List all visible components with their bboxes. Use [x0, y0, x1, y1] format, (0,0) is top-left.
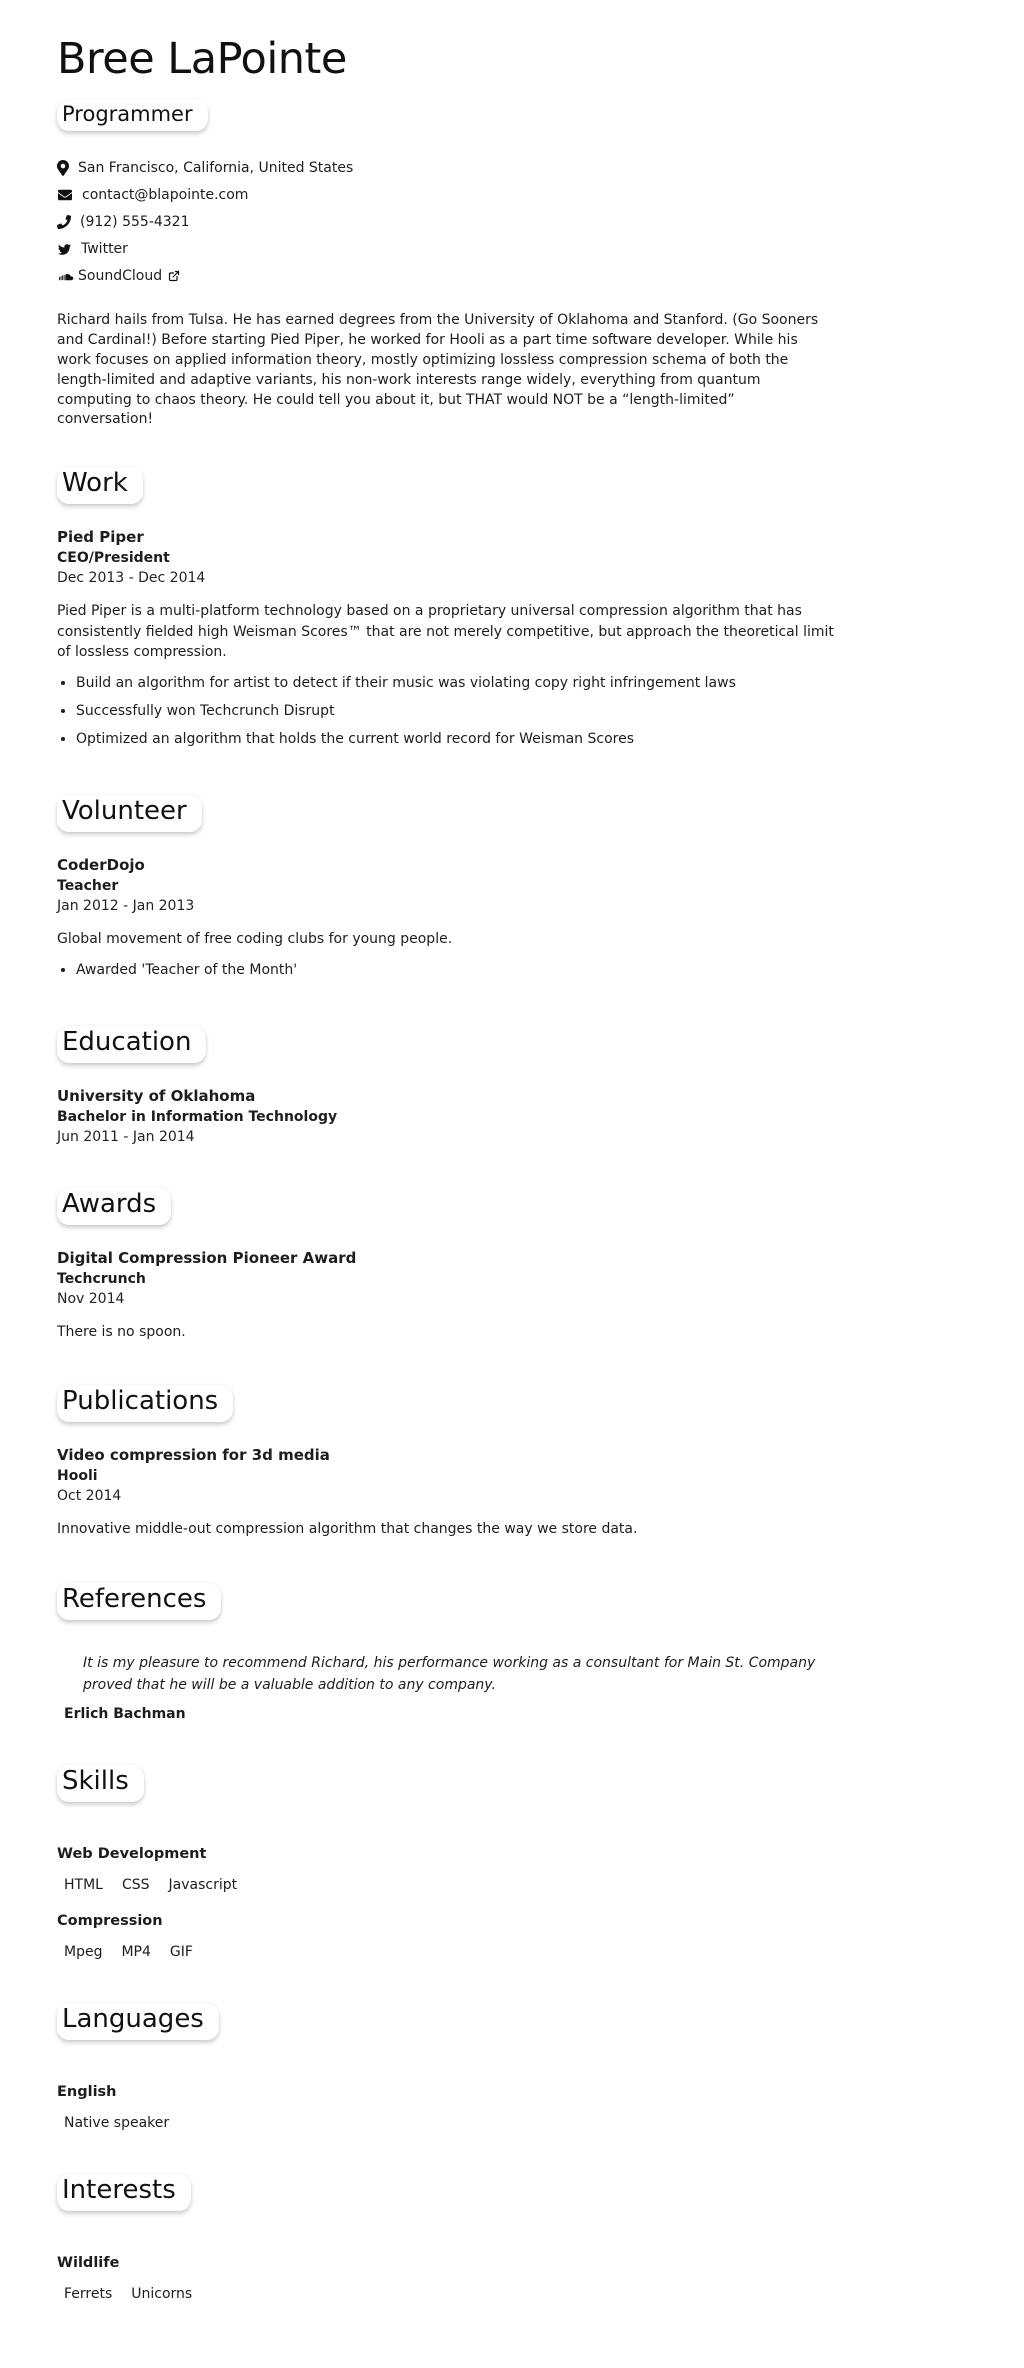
section-heading-volunteer: Volunteer: [57, 795, 202, 832]
section-heading-languages: Languages: [57, 2003, 219, 2040]
interest-name: Wildlife: [57, 2255, 120, 2272]
section-heading-skills: Skills: [57, 1765, 144, 1802]
contact-phone-text: (912) 555-4321: [80, 214, 190, 230]
publication-publisher: Hooli: [57, 1468, 98, 1485]
award-item: [57, 1249, 834, 1342]
skill-keyword: HTML: [64, 1877, 103, 1894]
volunteer-organization: CoderDojo: [57, 855, 145, 874]
skill-keyword: MP4: [121, 1944, 151, 1961]
education-degree: Bachelor in Information Technology: [57, 1109, 338, 1125]
location-pin-icon: [57, 160, 69, 176]
envelope-icon: [57, 188, 73, 202]
twitter-icon: [57, 243, 72, 256]
education-institution: University of Oklahoma: [57, 1087, 256, 1105]
contact-location: [57, 159, 834, 177]
volunteer-summary: Global movement of free coding clubs for young people.: [57, 930, 453, 947]
contact-location-text: San Francisco, California, United States: [78, 160, 354, 176]
page-title: Bree LaPointe: [57, 34, 347, 84]
contact-soundcloud-text: SoundCloud: [78, 268, 163, 284]
section-heading-references: References: [57, 1583, 221, 1620]
reference-name: Erlich Bachman: [64, 1706, 186, 1723]
job-title-badge: Programmer: [57, 100, 208, 131]
work-position: CEO/President: [57, 550, 170, 567]
publication-date: Oct 2014: [57, 1488, 122, 1505]
phone-icon: [57, 215, 71, 229]
publication-title: Video compression for 3d media: [57, 1446, 330, 1465]
soundcloud-icon: [57, 269, 76, 284]
skill-keyword: Mpeg: [64, 1944, 103, 1961]
reference-item: [57, 1652, 834, 1723]
language-name: English: [57, 2084, 117, 2101]
skill-keyword: CSS: [121, 1877, 150, 1894]
section-heading-publications: Publications: [57, 1385, 233, 1422]
education-item: [57, 1087, 834, 1145]
contact-twitter-link[interactable]: [57, 240, 834, 258]
work-dates: Dec 2013 - Dec 2014: [57, 570, 206, 587]
languages-section: [57, 2084, 834, 2131]
contact-soundcloud-link[interactable]: [57, 267, 834, 285]
work-highlights: [57, 674, 834, 749]
skill-group-name: Web Development: [57, 1846, 207, 1863]
volunteer-highlights: [57, 961, 834, 980]
volunteer-dates: Jan 2012 - Jan 2013: [57, 897, 195, 914]
publication-summary: Innovative middle-out compression algorithm that changes the way we store data.: [57, 1521, 638, 1538]
award-date: Nov 2014: [57, 1291, 125, 1307]
skill-keywords: [57, 1877, 834, 1893]
award-awarder: Techcrunch: [57, 1271, 146, 1287]
contact-phone: [57, 213, 834, 231]
publication-item: [57, 1446, 834, 1539]
reference-quote: It is my pleasure to recommend Richard, his performance working as a consultant for Main St. Company proved that he will be a valuable addition to any company.: [83, 1654, 816, 1693]
contact-twitter-text: Twitter: [81, 241, 128, 257]
interest-keywords: [57, 2286, 834, 2302]
skill-keyword: Javascript: [168, 1877, 238, 1894]
section-heading-awards: Awards: [57, 1188, 171, 1225]
skill-keyword: GIF: [169, 1944, 193, 1961]
work-company: Pied Piper: [57, 528, 144, 547]
interests-section: [57, 2255, 834, 2302]
work-summary: Pied Piper is a multi-platform technology based on a proprietary universal compression algorithm that has consistently fielded high Weisman Scores™ that are not merely competitive, but approach the theoretical limit of lossless compression.: [57, 603, 834, 660]
work-item: [57, 528, 834, 749]
volunteer-highlight: • Awarded 'Teacher of the Month': [76, 961, 834, 980]
section-heading-education: Education: [57, 1026, 206, 1063]
education-dates: Jun 2011 - Jan 2014: [57, 1129, 195, 1145]
volunteer-position: Teacher: [57, 877, 119, 894]
work-highlight: • Optimized an algorithm that holds the current world record for Weisman Scores: [76, 730, 834, 749]
language-fluency: Native speaker: [64, 2115, 170, 2132]
contact-list: [57, 159, 834, 285]
work-highlight: • Build an algorithm for artist to detect if their music was violating copy right infringement laws: [76, 674, 834, 693]
interest-keyword: Ferrets: [64, 2286, 113, 2303]
skill-group-name: Compression: [57, 1913, 163, 1930]
external-link-icon: [168, 270, 180, 282]
interest-keyword: Unicorns: [131, 2286, 193, 2303]
skills-section: [57, 1846, 834, 1960]
award-summary: There is no spoon.: [57, 1324, 186, 1340]
volunteer-item: [57, 856, 834, 980]
section-heading-interests: Interests: [57, 2174, 191, 2211]
skill-keywords: [57, 1944, 834, 1960]
work-highlight: • Successfully won Techcrunch Disrupt: [76, 702, 834, 721]
about-summary: Richard hails from Tulsa. He has earned degrees from the University of Oklahoma and Stanford. (Go Sooners and Cardinal!) Before starting Pied Piper, he worked for Hooli as a part time software developer. While his work focuses on applied information theory, mostly optimizing lossless compression schema of both the length-limited and adaptive variants, his non-work interests range widely, everything from quantum computing to chaos theory. He could tell you about it, but THAT would NOT be a “length-limited” conversation!: [57, 312, 819, 428]
section-heading-work: Work: [57, 467, 143, 504]
contact-email: [57, 186, 834, 204]
award-title: Digital Compression Pioneer Award: [57, 1249, 357, 1267]
contact-email-text: contact@blapointe.com: [82, 187, 249, 203]
